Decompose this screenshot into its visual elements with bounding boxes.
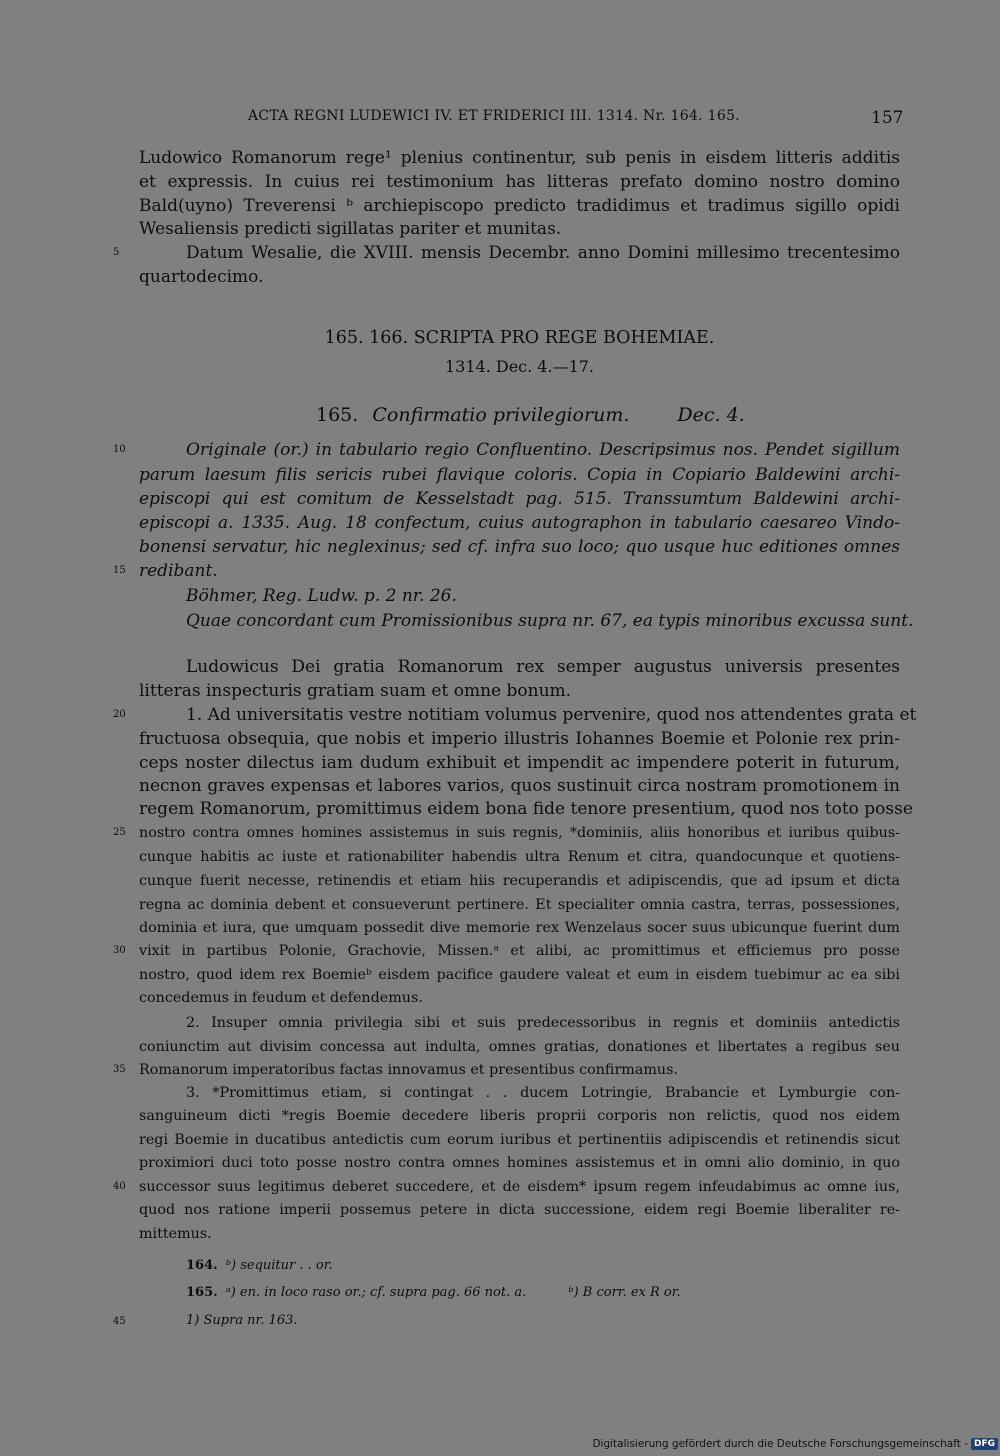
body-line: regem Romanorum, promittimus eidem bona fide tenore presentium, quod nos toto posse: [139, 799, 913, 819]
body-line: concedemus in feudum et defendemus.: [139, 990, 423, 1006]
text-line: Datum Wesalie, die XVIII. mensis Decembr. anno Domini millesimo trecentesimo: [186, 243, 900, 263]
margin-line-number: 40: [113, 1181, 126, 1192]
body-line: dominia et iura, que umquam possedit dive memorie rex Wenzelaus socer suus ubicunque fuerint dum: [139, 920, 900, 936]
margin-line-number: 45: [113, 1316, 126, 1327]
margin-line-number: 20: [113, 709, 126, 720]
margin-line-number: 15: [113, 565, 126, 576]
footnote-164: [186, 1257, 333, 1275]
body-line: Ludowicus Dei gratia Romanorum rex semper augustus universis presentes: [186, 657, 900, 677]
running-title: ACTA REGNI LUDEWICI IV. ET FRIDERICI III. 1314. Nr. 164. 165.: [248, 108, 741, 124]
body-line: vixit in partibus Polonie, Grachovie, Missen.ᵃ et alibi, ac promittimus et efficiemus pro posse: [139, 943, 900, 959]
section-title: 165. 166. SCRIPTA PRO REGE BOHEMIAE.: [324, 328, 715, 348]
doc-number: 165.: [316, 404, 359, 426]
body-line: coniunctim aut divisim concessa aut indulta, omnes gratias, donationes et libertates a regibus seu: [139, 1039, 900, 1055]
doc-title: Confirmatio privilegiorum.: [372, 404, 630, 426]
body-line: fructuosa obsequia, que nobis et imperio illustris Iohannes Boemie et Polonie rex prin-: [139, 729, 900, 749]
body-line: Romanorum imperatoribus factas innovamus et presentibus confirmamus.: [139, 1062, 679, 1078]
text-line: Bald(uyno) Treverensi ᵇ archiepiscopo predicto tradidimus et tradimus sigillo opidi: [139, 196, 900, 216]
body-line: nostro, quod idem rex Boemieᵇ eisdem pacifice gaudere valeat et eum in eisdem tuebimur ac ea sibi: [139, 967, 900, 983]
body-line: 1. Ad universitatis vestre notitiam volumus pervenire, quod nos attendentes grata et: [186, 705, 917, 725]
editorial-note: Quae concordant cum Promissionibus supra nr. 67, ea typis minoribus excussa sunt.: [186, 611, 914, 631]
margin-line-number: 10: [113, 444, 126, 455]
footer-credit: Digitalisierung gefördert durch die Deutsche Forschungsgemeinschaft -: [592, 1438, 968, 1450]
digitization-footer: [592, 1436, 1000, 1452]
source-note-line: Originale (or.) in tabulario regio Confluentino. Descripsimus nos. Pendet sigillum: [186, 440, 900, 460]
footnote-number: 165.: [186, 1285, 218, 1300]
body-line: quod nos ratione imperii possemus petere in dicta successione, eidem regi Boemie liberaliter re-: [139, 1202, 900, 1218]
footnote-1: 1) Supra nr. 163.: [186, 1313, 298, 1328]
body-line: cunque habitis ac iuste et rationabiliter habendis ultra Renum et citra, quandocunque et quotiens-: [139, 849, 900, 865]
margin-line-number: 30: [113, 945, 126, 956]
body-line: 2. Insuper omnia privilegia sibi et suis predecessoribus in regnis et dominiis antedictis: [186, 1015, 900, 1031]
footnote-165: [186, 1284, 681, 1302]
source-note-line: episcopi a. 1335. Aug. 18 confectum, cuius autographon in tabulario caesareo Vindo-: [139, 513, 900, 533]
text-line: quartodecimo.: [139, 267, 264, 287]
body-line: cunque fuerit necesse, retinendis et etiam hiis recuperandis et adipiscendis, que ad ipsum et dicta: [139, 873, 900, 889]
footnote-text: ᵃ) en. in loco raso or.; cf. supra pag. 66 not. a.: [225, 1285, 527, 1300]
body-line: proximiori duci toto posse nostro contra omnes homines assistemus et in omni alio dominio, in quo: [139, 1155, 900, 1171]
text-line: Ludowico Romanorum rege¹ plenius continentur, sub penis in eisdem litteris additis: [139, 148, 900, 168]
doc-heading: [316, 404, 745, 426]
body-line: ceps noster dilectus iam dudum exhibuit et impendit ac impendere poterit in futurum,: [139, 753, 900, 773]
dfg-logo: DFG: [971, 1438, 998, 1450]
footnote-text: ᵇ) sequitur . . or.: [225, 1258, 333, 1273]
source-note-line: parum laesum filis sericis rubei flavique coloris. Copia in Copiario Baldewini archi-: [139, 465, 900, 485]
body-line: necnon graves expensas et labores varios, quos sustinuit circa nostram promotionem in: [139, 776, 900, 796]
footnote-number: 164.: [186, 1258, 218, 1273]
margin-line-number: 25: [113, 827, 126, 838]
doc-date: Dec. 4.: [677, 404, 745, 426]
body-line: 3. *Promittimus etiam, si contingat . . ducem Lotringie, Brabancie et Lymburgie con-: [186, 1085, 900, 1101]
body-line: regna ac dominia debent et consueverunt pertinere. Et specialiter omnia castra, terras, possessiones,: [139, 897, 900, 913]
margin-line-number: 35: [113, 1064, 126, 1075]
section-dates: 1314. Dec. 4.—17.: [444, 357, 595, 376]
footnote-text: ᵇ) B corr. ex R or.: [568, 1285, 681, 1300]
source-note-line: bonensi servatur, hic neglexinus; sed cf. infra suo loco; quo usque huc editiones omnes: [139, 537, 900, 557]
text-line: Wesaliensis predicti sigillatas pariter et munitas.: [139, 219, 562, 239]
page-number: 157: [871, 108, 904, 128]
body-line: regi Boemie in ducatibus antedictis cum eorum iuribus et pertinentiis adipiscendis et retinendis sicut: [139, 1132, 900, 1148]
body-line: litteras inspecturis gratiam suam et omne bonum.: [139, 681, 572, 701]
source-note-line: redibant.: [139, 561, 218, 581]
body-line: sanguineum dicti *regis Boemie decedere liberis proprii corporis non relictis, quod nos eidem: [139, 1108, 900, 1124]
source-note-line: episcopi qui est comitum de Kesselstadt pag. 515. Transsumtum Baldewini archi-: [139, 489, 900, 509]
body-line: mittemus.: [139, 1226, 212, 1242]
bohmer-reference: Böhmer, Reg. Ludw. p. 2 nr. 26.: [186, 586, 457, 606]
body-line: successor suus legitimus deberet succedere, et de eisdem* ipsum regem infeudabimus ac omne ius,: [139, 1179, 900, 1195]
text-line: et expressis. In cuius rei testimonium has litteras prefato domino nostro domino: [139, 172, 900, 192]
margin-line-number: 5: [113, 247, 120, 258]
body-line: nostro contra omnes homines assistemus in suis regnis, *dominiis, aliis honoribus et iuribus quibus-: [139, 825, 900, 841]
